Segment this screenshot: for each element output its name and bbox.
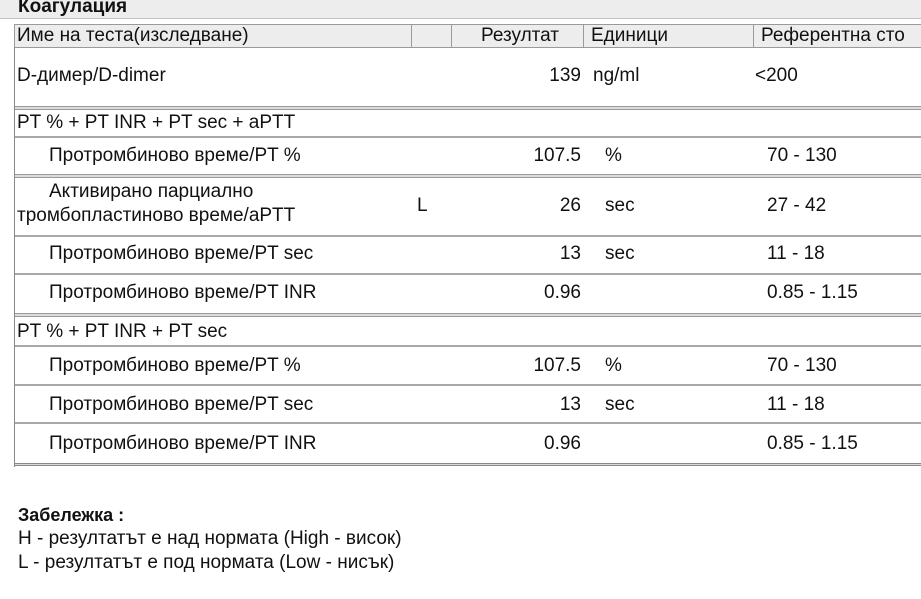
column-divider (451, 25, 452, 47)
group-header-row (15, 317, 921, 343)
column-divider (583, 25, 584, 47)
test-name: Протромбиново време/PT sec (49, 243, 314, 264)
test-name: Протромбиново време/PT % (49, 145, 301, 166)
table-header (14, 24, 921, 48)
table-row (15, 47, 921, 106)
test-name-line1: Активирано парциално (49, 181, 254, 202)
table-row (15, 178, 921, 235)
test-name: Протромбиново време/PT INR (49, 433, 317, 454)
section-title: Коагулация (18, 0, 128, 17)
table-row (15, 237, 921, 273)
test-reference: 27 - 42 (767, 195, 827, 216)
test-units: sec (605, 195, 635, 216)
note-high: H - резултатът е над нормата (High - висок) (18, 528, 402, 549)
test-result: 107.5 (533, 145, 581, 166)
test-flag-low: L (417, 195, 428, 216)
table-row (15, 424, 921, 460)
results-table (14, 47, 921, 467)
section-title-bar (0, 0, 921, 19)
test-reference: <200 (755, 65, 798, 86)
group-name: PT % + PT INR + PT sec (17, 321, 228, 342)
test-name-line2: тромбопластиново време/aPTT (17, 205, 296, 226)
group-header-row (15, 110, 921, 136)
test-name: Протромбиново време/PT INR (49, 282, 317, 303)
test-result: 139 (549, 65, 581, 86)
note-low: L - резултатът е под нормата (Low - нисък) (18, 552, 395, 573)
test-reference: 70 - 130 (767, 145, 837, 166)
table-row (15, 386, 921, 422)
test-result: 0.96 (544, 433, 581, 454)
column-header-result: Резултат (481, 25, 559, 46)
test-result: 13 (559, 243, 581, 264)
test-result: 26 (559, 195, 581, 216)
test-reference: 11 - 18 (767, 243, 825, 264)
test-result: 107.5 (533, 355, 581, 376)
test-reference: 0.85 - 1.15 (767, 433, 858, 454)
test-result: 0.96 (544, 282, 581, 303)
test-reference: 70 - 130 (767, 355, 837, 376)
test-units: sec (605, 394, 635, 415)
group-name: PT % + PT INR + PT sec + aPTT (17, 112, 296, 133)
test-reference: 0.85 - 1.15 (767, 282, 858, 303)
column-header-units: Единици (591, 25, 668, 46)
table-row (15, 347, 921, 383)
column-header-reference: Референтна сто (761, 25, 905, 46)
test-name: D-димер/D-dimer (17, 65, 166, 86)
column-divider (753, 25, 754, 47)
test-name: Протромбиново време/PT % (49, 355, 301, 376)
test-units: % (605, 355, 622, 376)
test-units: ng/ml (593, 65, 640, 86)
column-header-name: Име на теста(изследване) (17, 25, 249, 46)
test-reference: 11 - 18 (767, 394, 825, 415)
table-row (15, 275, 921, 311)
legend-note (18, 503, 402, 575)
test-name: Протромбиново време/PT sec (49, 394, 314, 415)
column-divider (411, 25, 412, 47)
table-row (15, 138, 921, 174)
test-units: sec (605, 243, 635, 264)
note-title: Забележка : (18, 505, 125, 525)
test-units: % (605, 145, 622, 166)
table-bottom-rule (15, 463, 921, 466)
test-result: 13 (559, 394, 581, 415)
